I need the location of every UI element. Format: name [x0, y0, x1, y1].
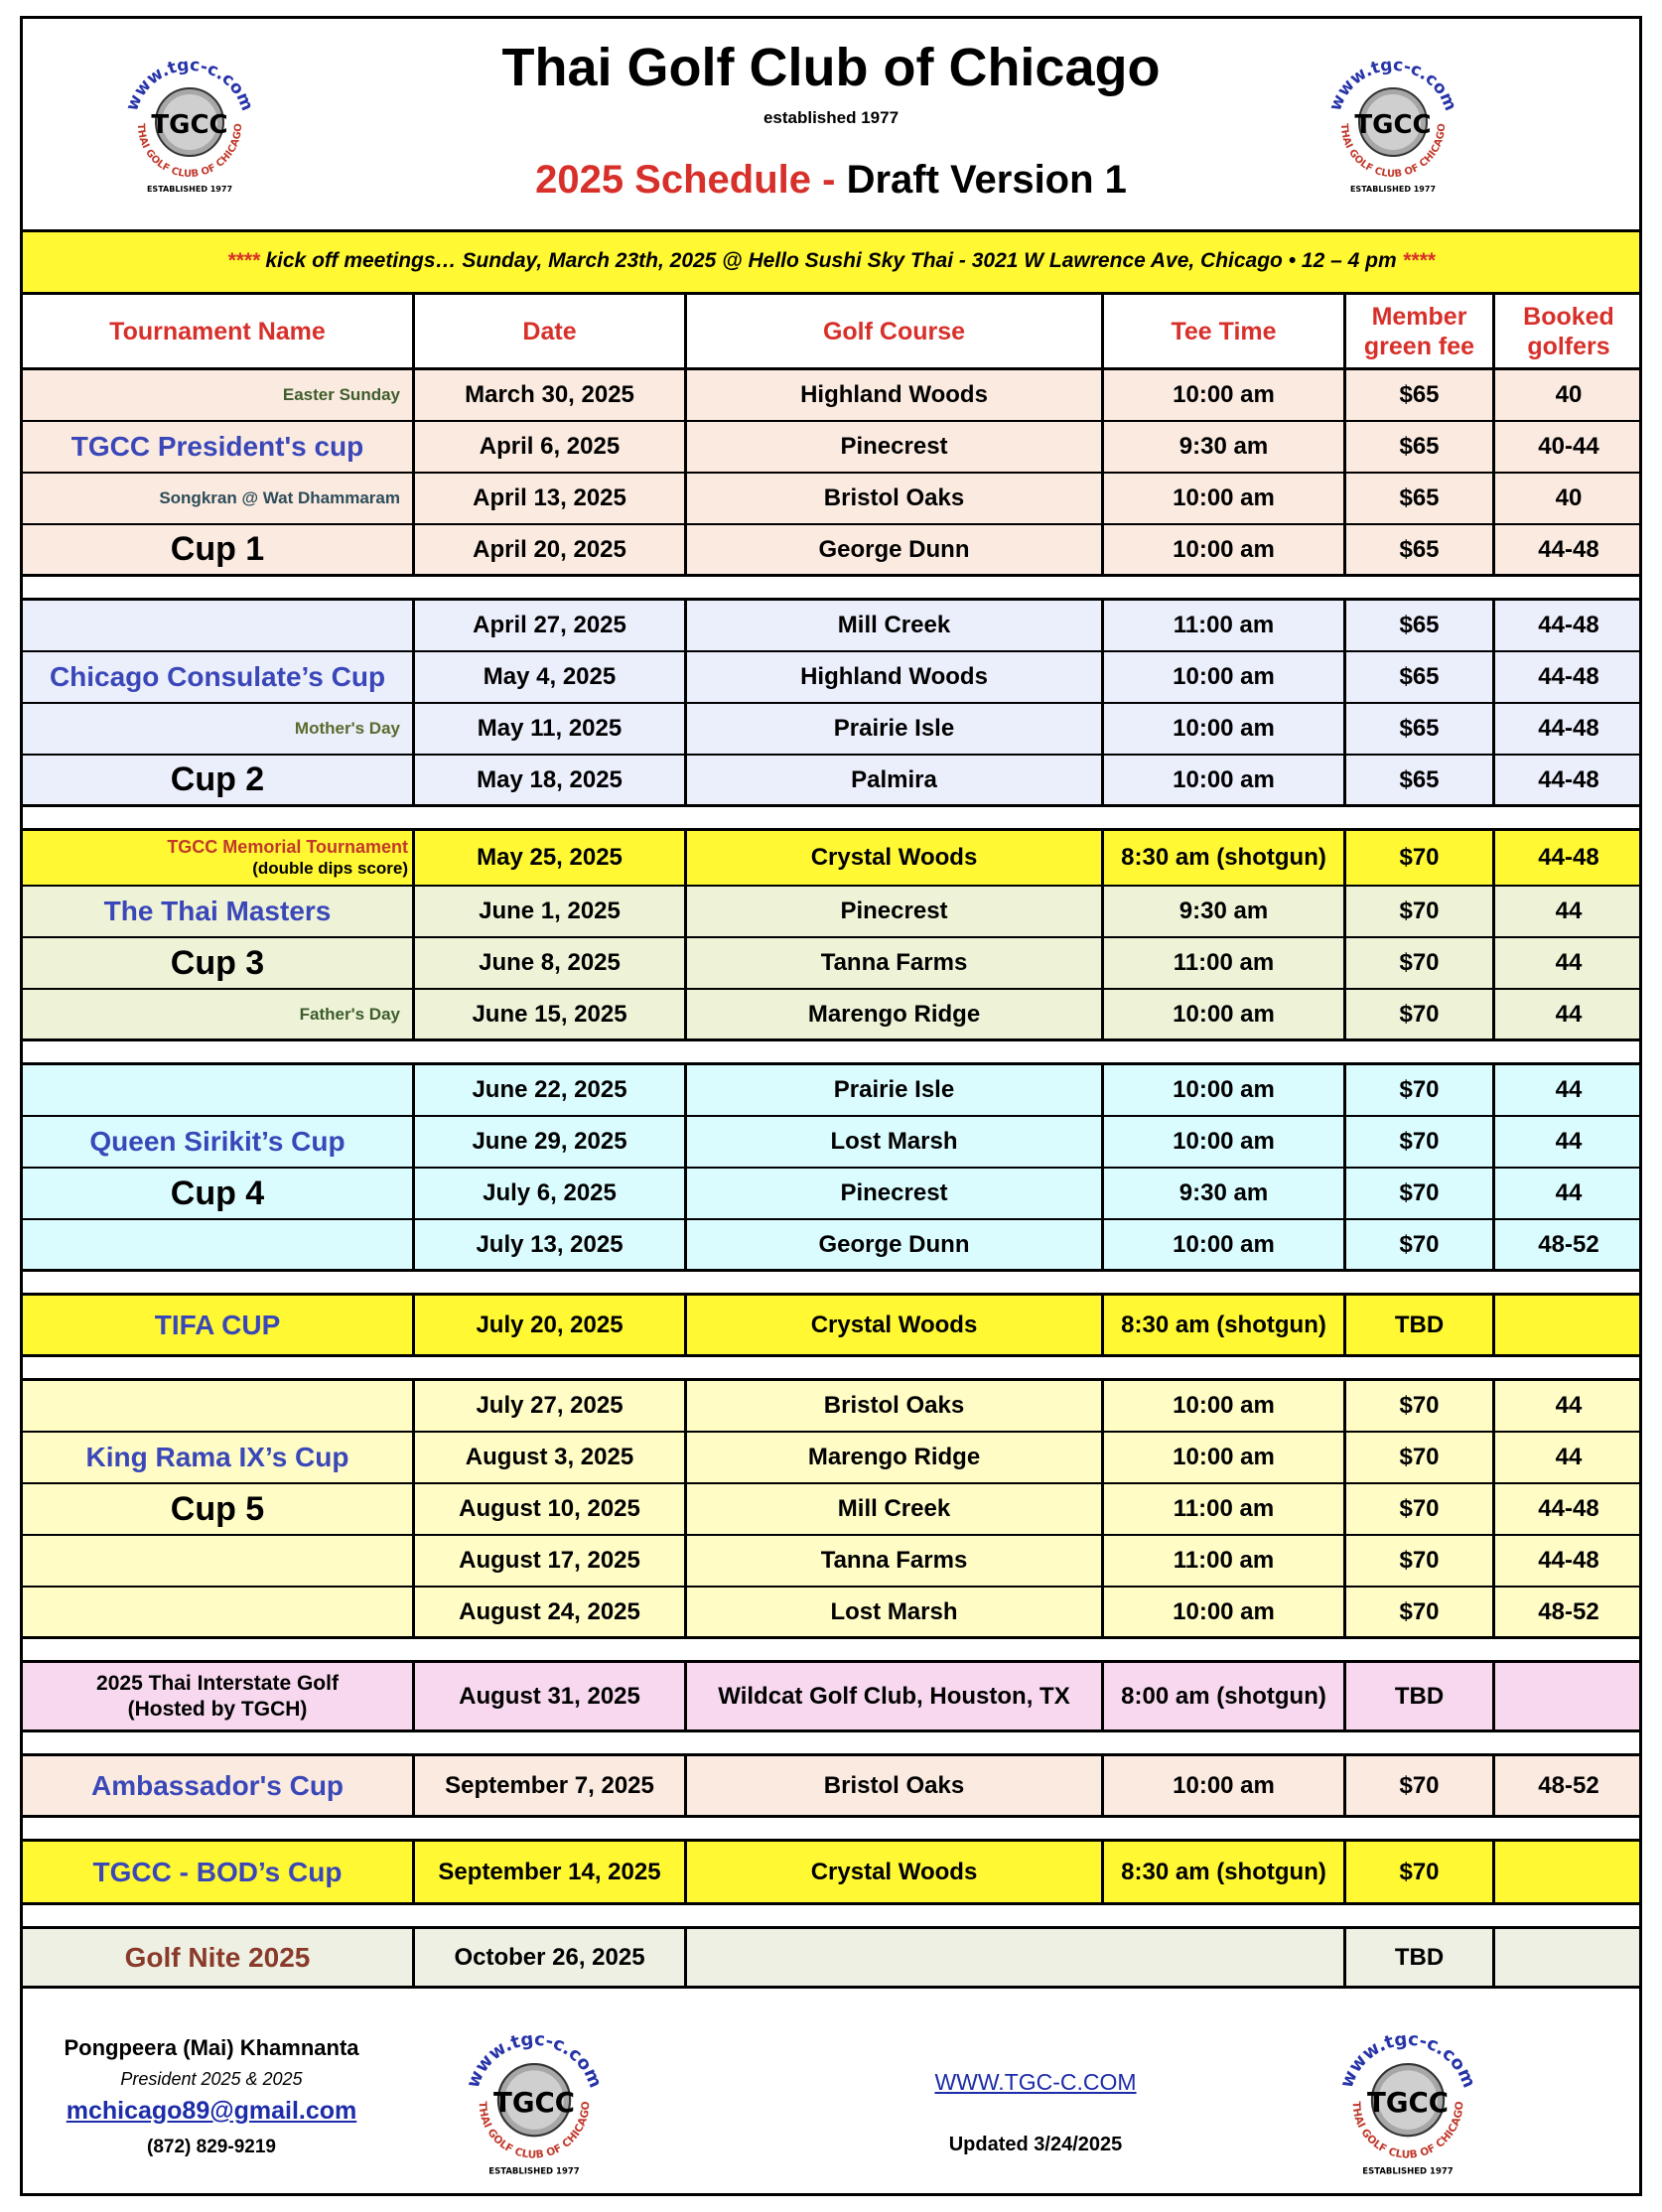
course-cell: Highland Woods [687, 652, 1104, 702]
date-cell: May 4, 2025 [415, 652, 687, 702]
fee-cell: $70 [1346, 1484, 1495, 1534]
course-cell: Crystal Woods [687, 1296, 1104, 1354]
date-cell: May 11, 2025 [415, 704, 687, 754]
booked-cell: 44 [1555, 1444, 1583, 1470]
fee-cell: TBD [1346, 1929, 1495, 1986]
column-header-course: Golf Course [687, 295, 1104, 367]
tee-cell: 8:30 am (shotgun) [1104, 1296, 1346, 1354]
spacer-row [23, 1732, 1639, 1756]
svg-text:ESTABLISHED 1977: ESTABLISHED 1977 [146, 185, 233, 194]
tgcc-logo-icon [450, 2013, 619, 2182]
table-row [23, 422, 1639, 474]
tournament-name [23, 1220, 415, 1269]
tee-cell: 8:30 am (shotgun) [1104, 1842, 1346, 1902]
booked-cell: 44 [1555, 1000, 1583, 1028]
tournament-name: TGCC - BOD’s Cup [23, 1842, 415, 1902]
table-row [23, 887, 1639, 938]
website-link[interactable]: WWW.TGC-C.COM [934, 2069, 1137, 2095]
tee-cell: 8:00 am (shotgun) [1104, 1663, 1346, 1729]
tournament-name: TGCC President's cup [23, 422, 415, 472]
fee-cell: $70 [1346, 1065, 1495, 1115]
phone-number: (872) 829-9219 [147, 2137, 276, 2157]
tournament-name: Chicago Consulate’s Cup [23, 652, 415, 702]
tournament-name-text: 2025 Thai Interstate Golf [96, 1671, 339, 1695]
kickoff-banner [23, 232, 1639, 295]
svg-text:THAI GOLF CLUB OF CHICAGO: THAI GOLF CLUB OF CHICAGO [1337, 122, 1449, 181]
column-header-booked [1495, 295, 1642, 367]
date-cell: July 13, 2025 [415, 1220, 687, 1269]
fee-cell: $70 [1346, 1842, 1495, 1902]
table-row [23, 1117, 1639, 1169]
spacer-row [23, 1357, 1639, 1381]
course-cell: Marengo Ridge [687, 1433, 1104, 1482]
table-header-row [23, 295, 1639, 370]
course-cell: Marengo Ridge [687, 990, 1104, 1038]
table-row [23, 474, 1639, 525]
date-cell: August 31, 2025 [415, 1663, 687, 1729]
booked-cell: 44 [1555, 1076, 1583, 1103]
date-cell: August 3, 2025 [415, 1433, 687, 1482]
booked-cell: 44-48 [1538, 844, 1599, 871]
fee-cell: $70 [1346, 1588, 1495, 1636]
tournament-name: Golf Nite 2025 [23, 1929, 415, 1986]
booked-cell: 44-48 [1538, 1547, 1599, 1574]
fee-cell: $65 [1346, 704, 1495, 754]
date-cell: August 24, 2025 [415, 1588, 687, 1636]
table-row [23, 1929, 1639, 1989]
tournament-name-text: TGCC Memorial Tournament [167, 837, 408, 857]
page-title: Thai Golf Club of Chicago [501, 38, 1161, 97]
fee-cell: $65 [1346, 422, 1495, 472]
fee-cell: $70 [1346, 1220, 1495, 1269]
tournament-name [23, 1663, 415, 1729]
course-cell: Mill Creek [687, 601, 1104, 650]
date-cell: September 7, 2025 [415, 1756, 687, 1815]
tournament-name [23, 1536, 415, 1586]
table-row [23, 370, 1639, 422]
table-row [23, 1842, 1639, 1905]
course-cell: Lost Marsh [687, 1588, 1104, 1636]
fee-cell: $70 [1346, 938, 1495, 988]
tournament-name: Mother's Day [23, 704, 415, 754]
tee-cell: 10:00 am [1104, 474, 1346, 523]
tee-cell: 9:30 am [1104, 1169, 1346, 1218]
date-cell: June 22, 2025 [415, 1065, 687, 1115]
date-cell: July 27, 2025 [415, 1381, 687, 1431]
table-row [23, 1381, 1639, 1433]
tee-cell: 10:00 am [1104, 1381, 1346, 1431]
date-cell: August 10, 2025 [415, 1484, 687, 1534]
tournament-name: Cup 4 [23, 1169, 415, 1218]
tee-cell: 10:00 am [1104, 525, 1346, 574]
tee-cell: 10:00 am [1104, 652, 1346, 702]
fee-cell: $65 [1346, 370, 1495, 420]
booked-cell: 44 [1555, 949, 1583, 976]
date-cell: August 17, 2025 [415, 1536, 687, 1586]
svg-text:THAI GOLF CLUB OF CHICAGO: THAI GOLF CLUB OF CHICAGO [134, 122, 245, 181]
fee-header-line: Member [1371, 302, 1467, 331]
header [23, 19, 1639, 232]
table-row [23, 1756, 1639, 1818]
svg-text:THAI GOLF CLUB OF CHICAGO: THAI GOLF CLUB OF CHICAGO [1349, 2101, 1466, 2161]
tee-cell: 10:00 am [1104, 1756, 1346, 1815]
fee-cell: TBD [1346, 1663, 1495, 1729]
svg-text:TGCC: TGCC [1366, 2085, 1450, 2119]
course-cell: Mill Creek [687, 1484, 1104, 1534]
svg-text:www.tgc-c.com: www.tgc-c.com [1325, 55, 1460, 114]
spacer-row [23, 807, 1639, 831]
table-row [23, 704, 1639, 756]
tee-cell: 10:00 am [1104, 370, 1346, 420]
tournament-name: Cup 1 [23, 525, 415, 574]
date-cell: June 29, 2025 [415, 1117, 687, 1167]
booked-cell: 48-52 [1538, 1597, 1599, 1625]
svg-text:ESTABLISHED 1977: ESTABLISHED 1977 [488, 2166, 580, 2177]
tee-cell: 10:00 am [1104, 1433, 1346, 1482]
tournament-name: Father's Day [23, 990, 415, 1038]
kickoff-text: kick off meetings… Sunday, March 23th, 2025 @ Hello Sushi Sky Thai - 3021 W Lawrence Ave, Chicago • 12 – 4 pm [265, 249, 1397, 272]
spacer-row [23, 1905, 1639, 1929]
course-cell: Bristol Oaks [687, 1381, 1104, 1431]
table-row [23, 756, 1639, 807]
fee-cell: $70 [1346, 1117, 1495, 1167]
tee-cell: 10:00 am [1104, 1220, 1346, 1269]
booked-cell: 44-48 [1538, 535, 1599, 563]
booked-cell: 44-48 [1538, 1495, 1599, 1522]
table-row [23, 1169, 1639, 1220]
course-cell: Prairie Isle [687, 1065, 1104, 1115]
booked-cell: 40-44 [1538, 433, 1599, 460]
booked-header-line: golfers [1527, 332, 1610, 360]
tee-cell: 10:00 am [1104, 756, 1346, 804]
course-cell: Tanna Farms [687, 1536, 1104, 1586]
tournament-name: The Thai Masters [23, 887, 415, 936]
svg-text:TGCC: TGCC [492, 2085, 576, 2119]
booked-cell: 40 [1555, 381, 1583, 408]
tee-cell: 10:00 am [1104, 704, 1346, 754]
tournament-note: (double dips score) [252, 859, 408, 878]
table-row [23, 938, 1639, 990]
booked-cell [1495, 1929, 1642, 1986]
course-cell [687, 1929, 1346, 1986]
date-cell: July 20, 2025 [415, 1296, 687, 1354]
tournament-name [23, 1588, 415, 1636]
date-cell: October 26, 2025 [415, 1929, 687, 1986]
tournament-name [23, 601, 415, 650]
course-cell: Pinecrest [687, 887, 1104, 936]
column-header-fee [1346, 295, 1495, 367]
table-row [23, 1484, 1639, 1536]
tee-cell: 9:30 am [1104, 422, 1346, 472]
course-cell: Lost Marsh [687, 1117, 1104, 1167]
booked-cell: 44 [1555, 898, 1583, 924]
tournament-name [23, 1381, 415, 1431]
tee-cell: 8:30 am (shotgun) [1104, 831, 1346, 885]
table-row [23, 1663, 1639, 1732]
svg-text:THAI GOLF CLUB OF CHICAGO: THAI GOLF CLUB OF CHICAGO [476, 2101, 593, 2161]
column-header-tee: Tee Time [1104, 295, 1346, 367]
course-cell: Pinecrest [687, 1169, 1104, 1218]
fee-header-line: green fee [1363, 332, 1475, 360]
course-cell: Wildcat Golf Club, Houston, TX [687, 1663, 1104, 1729]
course-cell: Crystal Woods [687, 831, 1104, 885]
tournament-name: Cup 3 [23, 938, 415, 988]
table-row [23, 525, 1639, 577]
booked-cell [1495, 1663, 1642, 1729]
tournament-name: Songkran @ Wat Dhammaram [23, 474, 415, 523]
tgcc-logo-icon [1323, 2013, 1492, 2182]
fee-cell: $70 [1346, 1756, 1495, 1815]
kickoff-stars: **** [1402, 249, 1436, 272]
svg-text:TGCC: TGCC [1354, 110, 1432, 140]
fee-cell: $65 [1346, 756, 1495, 804]
fee-cell: $70 [1346, 990, 1495, 1038]
tournament-name: Cup 2 [23, 756, 415, 804]
tournament-name: Cup 5 [23, 1484, 415, 1534]
table-row [23, 1065, 1639, 1117]
course-cell: George Dunn [687, 1220, 1104, 1269]
fee-cell: $65 [1346, 652, 1495, 702]
spacer-row [23, 1818, 1639, 1842]
table-row [23, 831, 1639, 887]
date-cell: May 18, 2025 [415, 756, 687, 804]
booked-cell: 44 [1555, 1179, 1583, 1206]
svg-text:ESTABLISHED 1977: ESTABLISHED 1977 [1362, 2166, 1454, 2177]
schedule-page [20, 16, 1642, 2196]
booked-cell: 44-48 [1538, 612, 1599, 638]
table-row [23, 601, 1639, 652]
fee-cell: $70 [1346, 1169, 1495, 1218]
tee-cell: 10:00 am [1104, 1588, 1346, 1636]
date-cell: April 6, 2025 [415, 422, 687, 472]
course-cell: Pinecrest [687, 422, 1104, 472]
tee-cell: 10:00 am [1104, 1065, 1346, 1115]
tournament-name [23, 1065, 415, 1115]
table-row [23, 1220, 1639, 1272]
course-cell: George Dunn [687, 525, 1104, 574]
president-role: President 2025 & 2025 [120, 2069, 303, 2089]
tournament-name: King Rama IX’s Cup [23, 1433, 415, 1482]
schedule-heading [23, 158, 1639, 203]
date-cell: March 30, 2025 [415, 370, 687, 420]
fee-cell: $65 [1346, 601, 1495, 650]
table-row [23, 1588, 1639, 1639]
tournament-name: TIFA CUP [23, 1296, 415, 1354]
date-cell: September 14, 2025 [415, 1842, 687, 1902]
kickoff-stars: **** [226, 249, 260, 272]
fee-cell: $70 [1346, 1433, 1495, 1482]
tee-cell: 11:00 am [1104, 1484, 1346, 1534]
tee-cell: 10:00 am [1104, 990, 1346, 1038]
fee-cell: TBD [1346, 1296, 1495, 1354]
date-cell: June 1, 2025 [415, 887, 687, 936]
spacer-row [23, 1041, 1639, 1065]
established-note: established 1977 [762, 108, 900, 127]
svg-text:www.tgc-c.com: www.tgc-c.com [462, 2028, 607, 2092]
table-row [23, 1433, 1639, 1484]
booked-cell: 44-48 [1538, 715, 1599, 742]
fee-cell: $70 [1346, 887, 1495, 936]
spacer-row [23, 577, 1639, 601]
tournament-name [23, 831, 415, 885]
course-cell: Highland Woods [687, 370, 1104, 420]
date-cell: April 27, 2025 [415, 601, 687, 650]
table-row [23, 1536, 1639, 1588]
booked-cell: 48-52 [1538, 1771, 1599, 1799]
fee-cell: $70 [1346, 1536, 1495, 1586]
fee-cell: $70 [1346, 831, 1495, 885]
column-header-tournament: Tournament Name [23, 295, 415, 367]
date-cell: April 13, 2025 [415, 474, 687, 523]
fee-cell: $65 [1346, 474, 1495, 523]
tee-cell: 11:00 am [1104, 601, 1346, 650]
booked-cell: 44-48 [1538, 765, 1599, 793]
booked-cell [1495, 1842, 1642, 1902]
date-cell: May 25, 2025 [415, 831, 687, 885]
date-cell: June 8, 2025 [415, 938, 687, 988]
tournament-note: (Hosted by TGCH) [127, 1697, 308, 1721]
booked-cell [1495, 1296, 1642, 1354]
tee-cell: 10:00 am [1104, 1117, 1346, 1167]
table-row [23, 1296, 1639, 1357]
booked-cell: 44-48 [1538, 663, 1599, 690]
schedule-year: 2025 Schedule - [535, 158, 836, 202]
booked-cell: 48-52 [1538, 1230, 1599, 1258]
course-cell: Bristol Oaks [687, 474, 1104, 523]
tournament-name: Easter Sunday [23, 370, 415, 420]
course-cell: Bristol Oaks [687, 1756, 1104, 1815]
svg-text:ESTABLISHED 1977: ESTABLISHED 1977 [1349, 185, 1437, 194]
course-cell: Crystal Woods [687, 1842, 1104, 1902]
president-name: Pongpeera (Mai) Khamnanta [64, 2035, 359, 2060]
updated-date: Updated 3/24/2025 [948, 2134, 1123, 2155]
footer [23, 2000, 1639, 2193]
date-cell: July 6, 2025 [415, 1169, 687, 1218]
tee-cell: 11:00 am [1104, 1536, 1346, 1586]
email-link[interactable]: mchicago89@gmail.com [66, 2097, 357, 2125]
table-row [23, 652, 1639, 704]
svg-text:www.tgc-c.com: www.tgc-c.com [1335, 2028, 1480, 2092]
course-cell: Palmira [687, 756, 1104, 804]
booked-header-line: Booked [1523, 302, 1614, 331]
course-cell: Tanna Farms [687, 938, 1104, 988]
fee-cell: $65 [1346, 525, 1495, 574]
svg-text:TGCC: TGCC [151, 110, 228, 140]
column-header-date: Date [415, 295, 687, 367]
tournament-name: Queen Sirikit’s Cup [23, 1117, 415, 1167]
fee-cell: $70 [1346, 1381, 1495, 1431]
course-cell: Prairie Isle [687, 704, 1104, 754]
booked-cell: 44 [1555, 1128, 1583, 1155]
svg-text:www.tgc-c.com: www.tgc-c.com [122, 55, 257, 114]
tee-cell: 11:00 am [1104, 938, 1346, 988]
date-cell: June 15, 2025 [415, 990, 687, 1038]
date-cell: April 20, 2025 [415, 525, 687, 574]
tee-cell: 9:30 am [1104, 887, 1346, 936]
spacer-row [23, 1639, 1639, 1663]
table-row [23, 990, 1639, 1041]
booked-cell: 44 [1555, 1392, 1583, 1419]
tournament-name: Ambassador's Cup [23, 1756, 415, 1815]
schedule-version: Draft Version 1 [846, 158, 1127, 202]
booked-cell: 40 [1555, 484, 1583, 511]
spacer-row [23, 1272, 1639, 1296]
